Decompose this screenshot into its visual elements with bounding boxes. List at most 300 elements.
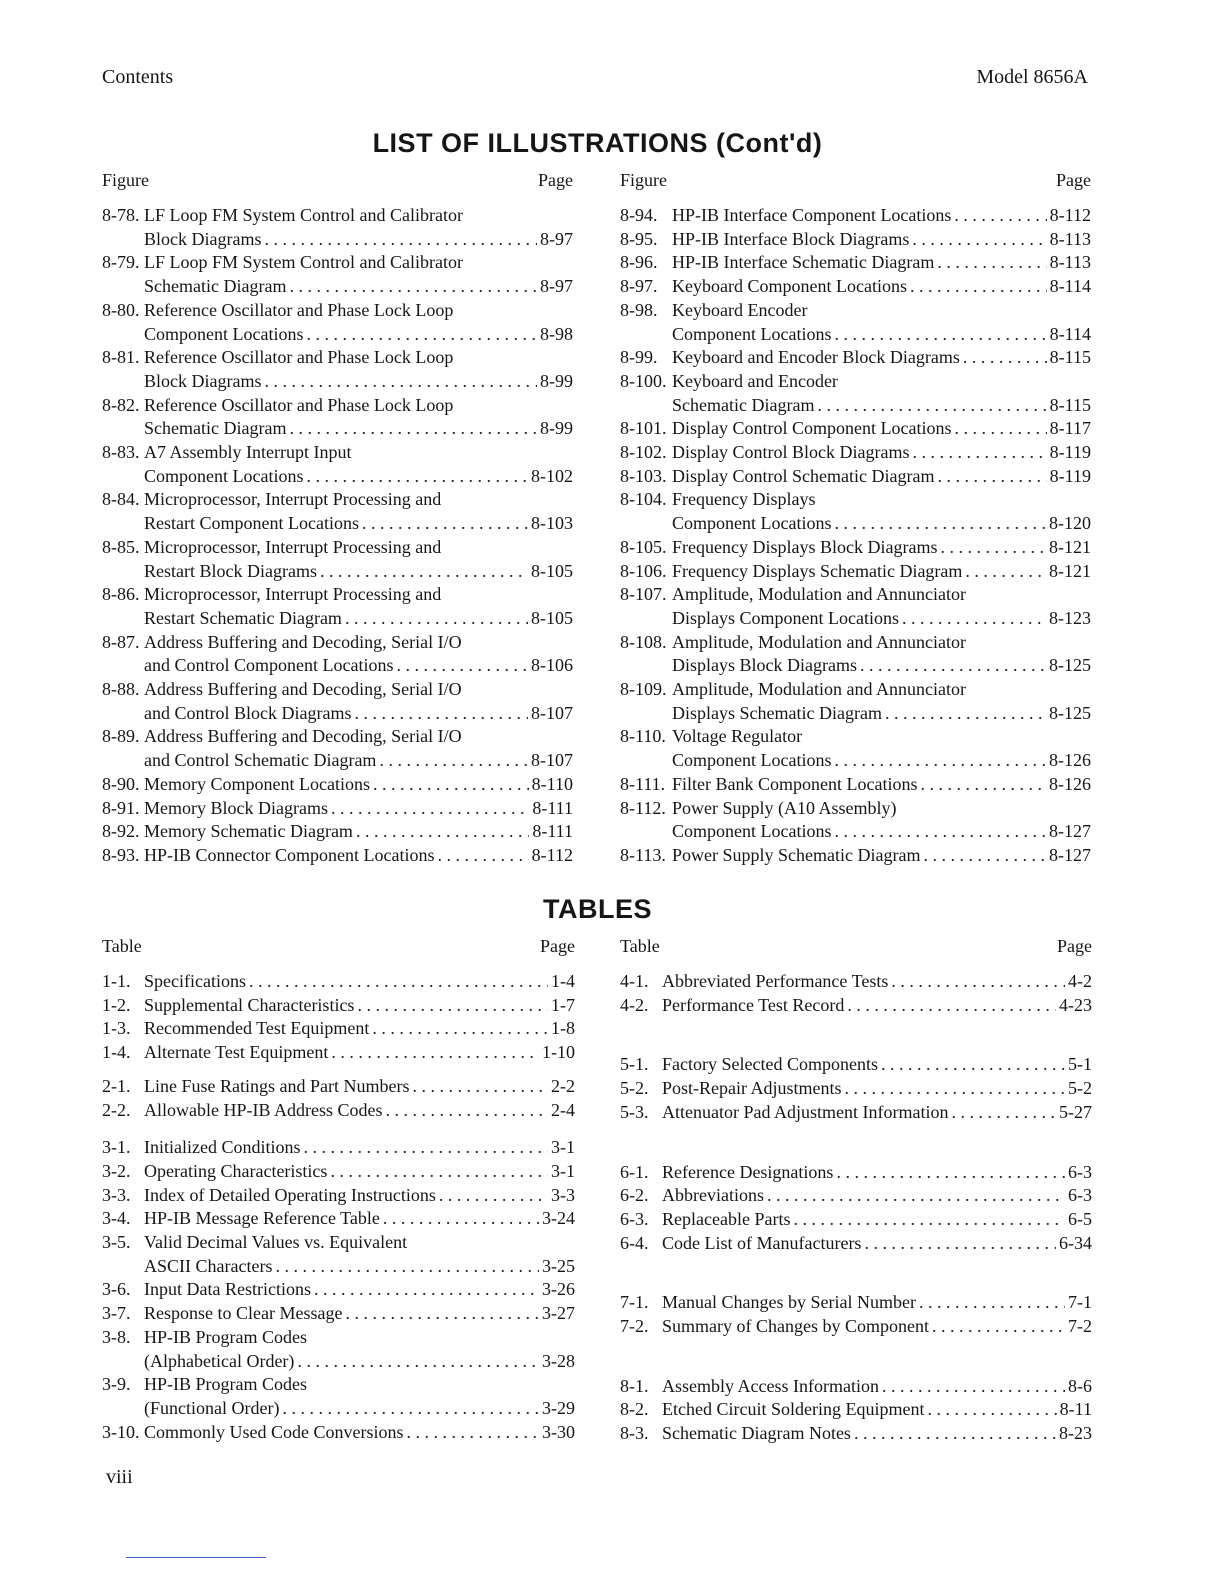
dot-leader <box>357 994 548 1018</box>
dot-leader <box>891 970 1065 994</box>
entry-body <box>144 251 573 298</box>
dot-leader <box>932 1315 1065 1339</box>
table-list <box>620 970 1092 1446</box>
entry-page: 8-126 <box>1049 773 1091 794</box>
entry-body <box>144 1207 575 1231</box>
entry-line <box>144 654 573 678</box>
entry-line <box>672 441 1091 465</box>
entry-page: 5-1 <box>1068 1054 1092 1075</box>
entry-number: 8-3. <box>620 1423 649 1444</box>
entry-body <box>672 844 1091 868</box>
entry-line <box>662 994 1092 1018</box>
toc-entry <box>102 204 573 251</box>
entry-title: LF Loop FM System Control and Calibrator <box>144 205 463 225</box>
entry-page: 8-111 <box>532 797 573 818</box>
entry-body <box>672 204 1091 228</box>
column-header <box>102 936 575 970</box>
entry-title: Keyboard Component Locations <box>672 276 907 297</box>
dot-leader <box>817 394 1046 418</box>
toc-entry <box>620 1398 1092 1422</box>
entry-page: 3-3 <box>551 1184 575 1205</box>
entry-page: 4-2 <box>1068 971 1092 991</box>
entry-line <box>144 1326 575 1350</box>
entry-page: 8-105 <box>531 560 573 581</box>
entry-line <box>672 323 1091 347</box>
entry-title: Frequency Displays Schematic Diagram <box>672 560 963 581</box>
entry-body <box>672 797 1091 844</box>
toc-entry <box>620 970 1092 994</box>
entry-number: 8-79. <box>102 252 140 273</box>
dot-leader <box>954 417 1046 441</box>
entry-number: 3-10. <box>102 1421 140 1442</box>
entry-page: 6-3 <box>1068 1185 1092 1206</box>
entry-line <box>672 370 1091 394</box>
entry-line <box>144 512 573 536</box>
dot-leader <box>396 654 528 678</box>
figure-label: Figure <box>102 170 149 190</box>
dot-leader <box>373 773 529 797</box>
entry-line <box>144 465 573 489</box>
entry-line <box>144 1207 575 1231</box>
entry-number: 8-107. <box>620 584 667 605</box>
entry-number: 8-108. <box>620 631 667 652</box>
entry-page: 8-99 <box>540 418 573 439</box>
entry-line <box>672 749 1091 773</box>
entry-number: 8-85. <box>102 536 140 557</box>
entry-title: Amplitude, Modulation and Annunciator <box>672 584 966 605</box>
entry-title: Summary of Changes by Component <box>662 1316 929 1337</box>
entry-title: Memory Block Diagrams <box>144 797 328 818</box>
entry-line <box>672 607 1091 631</box>
entry-number: 8-111. <box>620 773 666 794</box>
entry-page: 3-30 <box>542 1421 575 1442</box>
entry-page: 3-29 <box>542 1397 575 1418</box>
toc-entry <box>102 1041 575 1065</box>
entry-line <box>144 1099 575 1123</box>
entry-title: Display Control Schematic Diagram <box>672 465 935 486</box>
toc-entry <box>620 1053 1092 1077</box>
entry-page: 8-99 <box>540 370 573 391</box>
entry-title: Component Locations <box>144 323 304 344</box>
entry-body <box>144 1373 575 1420</box>
dot-leader <box>345 1302 539 1326</box>
entry-title: (Functional Order) <box>144 1397 280 1418</box>
entry-page: 1-4 <box>551 971 575 991</box>
entry-title: Frequency Displays <box>672 489 816 510</box>
dot-leader <box>331 1041 539 1065</box>
entry-title: HP-IB Interface Block Diagrams <box>672 228 910 249</box>
entry-title: Assembly Access Information <box>662 1375 879 1396</box>
entry-number: 6-3. <box>620 1208 649 1229</box>
dot-leader <box>963 346 1047 370</box>
entry-line <box>144 441 573 465</box>
entry-page: 8-121 <box>1049 560 1091 581</box>
entry-body <box>672 631 1091 678</box>
entry-number: 7-1. <box>620 1292 649 1313</box>
toc-entry <box>620 299 1091 346</box>
entry-title: Displays Schematic Diagram <box>672 702 882 723</box>
entry-line <box>144 1184 575 1208</box>
toc-entry <box>102 1136 575 1160</box>
toc-entry <box>102 678 573 725</box>
entry-line <box>144 797 573 821</box>
entry-line <box>144 994 575 1018</box>
toc-entry <box>620 797 1091 844</box>
toc-entry <box>620 1101 1092 1125</box>
entry-page: 8-121 <box>1049 536 1091 557</box>
entry-line <box>144 370 573 394</box>
entry-line <box>144 323 573 347</box>
entry-body <box>672 725 1091 772</box>
entry-title: Line Fuse Ratings and Part Numbers <box>144 1075 410 1096</box>
entry-line <box>144 1255 575 1279</box>
dot-leader <box>303 1136 548 1160</box>
running-header-section: Contents <box>102 66 174 88</box>
dot-leader <box>937 465 1046 489</box>
entry-title: Address Buffering and Decoding, Serial I/O <box>144 631 462 652</box>
entry-title: (Alphabetical Order) <box>144 1350 295 1371</box>
entry-line <box>672 654 1091 678</box>
toc-entry <box>620 251 1091 275</box>
entry-title: Performance Test Record <box>662 994 845 1015</box>
dot-leader <box>965 560 1046 584</box>
entry-line <box>662 1077 1092 1101</box>
entry-body <box>144 346 573 393</box>
dot-leader <box>282 1397 539 1421</box>
entry-number: 8-82. <box>102 394 140 415</box>
entry-body <box>672 773 1091 797</box>
toc-entry <box>102 631 573 678</box>
entry-number: 8-110. <box>620 726 666 747</box>
toc-entry <box>620 204 1091 228</box>
entry-page: 8-105 <box>531 607 573 628</box>
entry-number: 8-96. <box>620 252 658 273</box>
entry-number: 3-1. <box>102 1137 131 1158</box>
entry-body <box>144 844 573 868</box>
entry-page: 5-2 <box>1068 1078 1092 1099</box>
entry-title: Allowable HP-IB Address Codes <box>144 1099 383 1120</box>
entry-page: 8-113 <box>1049 228 1091 249</box>
entry-page: 8-110 <box>531 773 573 794</box>
entry-line <box>144 251 573 275</box>
entry-line <box>144 725 573 749</box>
entry-page: 8-102 <box>531 465 573 486</box>
dot-leader <box>249 970 548 994</box>
entry-line <box>662 1375 1092 1399</box>
entry-body <box>144 994 575 1018</box>
entry-line <box>672 536 1091 560</box>
toc-entry <box>620 560 1091 584</box>
entry-title: ASCII Characters <box>144 1255 273 1276</box>
entry-title: Power Supply (A10 Assembly) <box>672 797 897 818</box>
entry-line <box>672 228 1091 252</box>
entry-title: Displays Component Locations <box>672 607 899 628</box>
entry-page: 3-1 <box>551 1160 575 1181</box>
entry-line <box>672 631 1091 655</box>
entry-page: 8-97 <box>540 228 573 249</box>
entry-page: 8-114 <box>1049 323 1091 344</box>
dot-leader <box>407 1421 540 1445</box>
dot-leader <box>912 441 1046 465</box>
entry-title: Restart Schematic Diagram <box>144 607 342 628</box>
toc-entry <box>620 1375 1092 1399</box>
entry-number: 8-90. <box>102 773 140 794</box>
dot-leader <box>320 560 528 584</box>
entry-number: 8-94. <box>620 205 658 225</box>
group-spacer <box>102 1065 575 1075</box>
column-header <box>620 170 1091 204</box>
entry-body <box>144 1184 575 1208</box>
entry-line <box>662 1398 1092 1422</box>
illustrations-column-left <box>102 170 573 868</box>
toc-entry <box>102 1207 575 1231</box>
entry-number: 8-106. <box>620 560 667 581</box>
entry-page: 8-97 <box>540 276 573 297</box>
entry-number: 8-1. <box>620 1375 649 1396</box>
entry-title: Reference Oscillator and Phase Lock Loop <box>144 347 454 368</box>
entry-body <box>144 299 573 346</box>
entry-number: 8-88. <box>102 679 140 700</box>
entry-title: Address Buffering and Decoding, Serial I/O <box>144 726 462 747</box>
entry-title: Manual Changes by Serial Number <box>662 1292 916 1313</box>
entry-body <box>144 773 573 797</box>
entry-body <box>144 1136 575 1160</box>
group-spacer <box>102 1122 575 1136</box>
toc-entry <box>620 488 1091 535</box>
entry-title: HP-IB Program Codes <box>144 1374 307 1395</box>
entry-title: HP-IB Interface Component Locations <box>672 205 952 225</box>
entry-title: Input Data Restrictions <box>144 1279 311 1300</box>
entry-page: 8-117 <box>1049 418 1091 439</box>
entry-line <box>144 536 573 560</box>
entry-page: 8-127 <box>1049 844 1091 865</box>
dot-leader <box>264 370 537 394</box>
entry-line <box>144 417 573 441</box>
entry-title: Supplemental Characteristics <box>144 994 355 1015</box>
dot-leader <box>940 536 1046 560</box>
entry-number: 5-1. <box>620 1054 649 1075</box>
entry-number: 8-92. <box>102 821 140 842</box>
entry-body <box>662 1422 1092 1446</box>
toc-entry <box>620 844 1091 868</box>
dot-leader <box>793 1208 1065 1232</box>
dot-leader <box>954 204 1046 228</box>
entry-title: Frequency Displays Block Diagrams <box>672 536 938 557</box>
entry-number: 8-99. <box>620 347 658 368</box>
dot-leader <box>767 1184 1065 1208</box>
dot-leader <box>437 844 528 868</box>
dot-leader <box>314 1278 539 1302</box>
entry-line <box>672 678 1091 702</box>
entry-number: 3-9. <box>102 1374 131 1395</box>
toc-entry <box>620 678 1091 725</box>
entry-title: Component Locations <box>672 750 832 771</box>
dot-leader <box>264 228 537 252</box>
toc-entry <box>620 1161 1092 1185</box>
entry-body <box>144 1075 575 1099</box>
entry-body <box>662 1053 1092 1077</box>
entry-number: 8-81. <box>102 347 140 368</box>
entry-body <box>672 299 1091 346</box>
figure-list <box>620 204 1091 868</box>
dot-leader <box>847 994 1056 1018</box>
entry-line <box>144 560 573 584</box>
dot-leader <box>834 512 1046 536</box>
toc-entry <box>620 1422 1092 1446</box>
page-number: viii <box>106 1466 133 1488</box>
entry-title: Component Locations <box>672 513 832 534</box>
dot-leader <box>289 275 537 299</box>
entry-title: Restart Component Locations <box>144 513 359 534</box>
entry-body <box>672 275 1091 299</box>
entry-body <box>672 488 1091 535</box>
entry-title: and Control Component Locations <box>144 655 394 676</box>
entry-title: Power Supply Schematic Diagram <box>672 844 921 865</box>
dot-leader <box>919 1291 1065 1315</box>
entry-number: 8-78. <box>102 205 140 225</box>
dot-leader <box>910 275 1047 299</box>
entry-line <box>662 970 1092 994</box>
toc-entry <box>620 994 1092 1018</box>
toc-entry <box>102 583 573 630</box>
entry-body <box>672 346 1091 370</box>
entry-line <box>672 488 1091 512</box>
entry-body <box>662 1184 1092 1208</box>
entry-number: 8-102. <box>620 442 667 463</box>
dot-leader <box>439 1184 548 1208</box>
toc-entry <box>102 1017 575 1041</box>
entry-title: Index of Detailed Operating Instructions <box>144 1184 436 1205</box>
toc-entry <box>620 465 1091 489</box>
entry-number: 8-93. <box>102 844 140 865</box>
entry-line <box>144 394 573 418</box>
entry-line <box>662 1422 1092 1446</box>
dot-leader <box>297 1350 539 1374</box>
entry-number: 3-2. <box>102 1160 131 1181</box>
entry-number: 8-98. <box>620 299 658 320</box>
group-spacer <box>620 1125 1092 1161</box>
entry-body <box>144 631 573 678</box>
entry-number: 8-95. <box>620 228 658 249</box>
toc-entry <box>620 1315 1092 1339</box>
toc-entry <box>102 488 573 535</box>
entry-title: A7 Assembly Interrupt Input <box>144 442 352 463</box>
entry-number: 8-100. <box>620 370 667 391</box>
dot-leader <box>412 1075 548 1099</box>
toc-entry <box>102 536 573 583</box>
entry-line <box>144 275 573 299</box>
entry-number: 6-2. <box>620 1185 649 1206</box>
dot-leader <box>356 820 529 844</box>
entry-title: Response to Clear Message <box>144 1303 343 1324</box>
dot-leader <box>881 1053 1065 1077</box>
entry-number: 8-80. <box>102 299 140 320</box>
toc-entry <box>102 844 573 868</box>
entry-page: 8-106 <box>531 655 573 676</box>
entry-title: and Control Schematic Diagram <box>144 750 377 771</box>
entry-number: 3-6. <box>102 1279 131 1300</box>
toc-entry <box>102 1075 575 1099</box>
dot-leader <box>362 512 528 536</box>
entry-line <box>144 970 575 994</box>
entry-line <box>144 844 573 868</box>
illustrations-column-right <box>620 170 1091 868</box>
entry-body <box>672 560 1091 584</box>
dot-leader <box>330 1160 548 1184</box>
entry-page: 2-4 <box>551 1099 575 1120</box>
toc-entry <box>620 370 1091 417</box>
entry-title: Valid Decimal Values vs. Equivalent <box>144 1232 408 1253</box>
entry-title: Commonly Used Code Conversions <box>144 1421 404 1442</box>
entry-line <box>662 1184 1092 1208</box>
entry-number: 8-113. <box>620 844 666 865</box>
dot-leader <box>834 749 1046 773</box>
entry-title: Microprocessor, Interrupt Processing and <box>144 536 442 557</box>
entry-number: 8-104. <box>620 489 667 510</box>
entry-line <box>144 488 573 512</box>
running-header-model: Model 8656A <box>976 66 1088 88</box>
toc-entry <box>102 1326 575 1373</box>
entry-body <box>144 1017 575 1041</box>
entry-title: Block Diagrams <box>144 228 262 249</box>
entry-number: 8-97. <box>620 276 658 297</box>
dot-leader <box>854 1422 1056 1446</box>
entry-line <box>144 773 573 797</box>
dot-leader <box>836 1161 1065 1185</box>
entry-title: Attenuator Pad Adjustment Information <box>662 1101 949 1122</box>
entry-line <box>662 1208 1092 1232</box>
entry-body <box>144 678 573 725</box>
toc-entry <box>102 797 573 821</box>
dot-leader <box>275 1255 539 1279</box>
entry-body <box>672 583 1091 630</box>
entry-page: 8-115 <box>1049 394 1091 415</box>
entry-title: Schematic Diagram <box>672 394 815 415</box>
dot-leader <box>331 797 529 821</box>
entry-title: Post-Repair Adjustments <box>662 1078 842 1099</box>
dot-leader <box>951 1101 1056 1125</box>
dot-leader <box>345 607 528 631</box>
entry-page: 2-2 <box>551 1075 575 1096</box>
entry-title: Schematic Diagram <box>144 418 287 439</box>
dot-leader <box>937 251 1046 275</box>
toc-entry <box>620 275 1091 299</box>
entry-title: HP-IB Message Reference Table <box>144 1208 380 1229</box>
toc-entry <box>102 441 573 488</box>
toc-entry <box>102 820 573 844</box>
entry-line <box>672 275 1091 299</box>
entry-body <box>672 370 1091 417</box>
entry-line <box>672 299 1091 323</box>
entry-body <box>672 251 1091 275</box>
entry-body <box>144 204 573 251</box>
entry-line <box>144 1231 575 1255</box>
entry-number: 8-103. <box>620 465 667 486</box>
entry-page: 8-127 <box>1049 821 1091 842</box>
entry-page: 8-119 <box>1049 465 1091 486</box>
footer-rule <box>126 1557 266 1558</box>
entry-title: Keyboard and Encoder Block Diagrams <box>672 347 960 368</box>
entry-title: Component Locations <box>672 323 832 344</box>
entry-title: HP-IB Interface Schematic Diagram <box>672 252 935 273</box>
entry-title: Address Buffering and Decoding, Serial I/O <box>144 679 462 700</box>
page-label: Page <box>538 170 573 190</box>
toc-entry <box>620 725 1091 772</box>
entry-title: LF Loop FM System Control and Calibrator <box>144 252 463 273</box>
dot-leader <box>927 1398 1056 1422</box>
entry-line <box>672 725 1091 749</box>
illustrations-title: LIST OF ILLUSTRATIONS (Cont'd) <box>372 128 823 158</box>
